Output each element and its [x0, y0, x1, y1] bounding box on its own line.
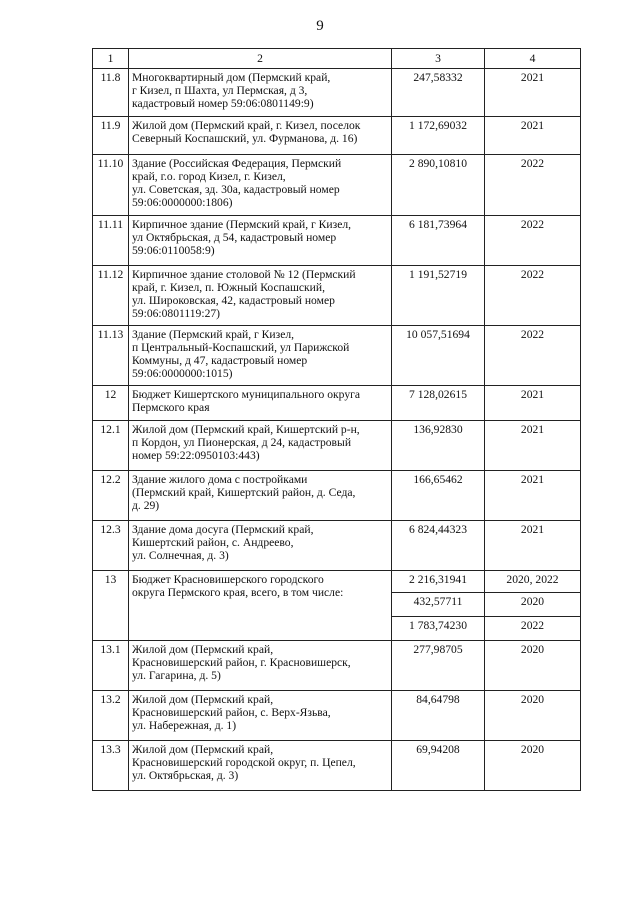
table-row [93, 155, 581, 216]
row-description: Многоквартирный дом (Пермский край, г Кизел, п Шахта, ул Пермская, д 3, кадастровый номер 59:06:0801149:9) [129, 69, 392, 117]
table-row [93, 216, 581, 266]
table-row [93, 69, 581, 117]
table-body [93, 69, 581, 791]
row-amount: 1 783,74230 [392, 617, 485, 641]
row-number: 12.3 [93, 521, 129, 571]
row-description: Здание дома досуга (Пермский край, Кишертский район, с. Андреево, ул. Солнечная, д. 3) [129, 521, 392, 571]
row-number: 13.1 [93, 641, 129, 691]
row-amount: 2 216,31941 [392, 571, 485, 593]
allocation-table [92, 48, 581, 791]
row-year: 2022 [485, 266, 581, 326]
row-number: 12.2 [93, 471, 129, 521]
row-number: 13.2 [93, 691, 129, 741]
row-year: 2020 [485, 641, 581, 691]
header-col-4: 4 [485, 49, 581, 69]
row-year: 2021 [485, 69, 581, 117]
row-year: 2021 [485, 117, 581, 155]
row-year: 2022 [485, 326, 581, 386]
table-row [93, 266, 581, 326]
row-year: 2020, 2022 [485, 571, 581, 593]
row-number: 11.13 [93, 326, 129, 386]
row-amount: 1 172,69032 [392, 117, 485, 155]
row-amount: 166,65462 [392, 471, 485, 521]
header-col-1: 1 [93, 49, 129, 69]
row-description: Жилой дом (Пермский край, Кишертский р-н, п Кордон, ул Пионерская, д 24, кадастровый номер 59:22:0950103:443) [129, 421, 392, 471]
row-number: 13 [93, 571, 129, 641]
row-year: 2021 [485, 471, 581, 521]
table-row [93, 471, 581, 521]
row-number: 11.12 [93, 266, 129, 326]
row-amount: 6 181,73964 [392, 216, 485, 266]
row-amount: 2 890,10810 [392, 155, 485, 216]
row-number: 11.11 [93, 216, 129, 266]
row-amount: 277,98705 [392, 641, 485, 691]
row-number: 12.1 [93, 421, 129, 471]
table-row [93, 521, 581, 571]
row-amount: 136,92830 [392, 421, 485, 471]
header-col-2: 2 [129, 49, 392, 69]
row-description: Бюджет Красновишерского городского округа Пермского края, всего, в том числе: [129, 571, 392, 641]
row-amount: 247,58332 [392, 69, 485, 117]
row-amount: 432,57711 [392, 593, 485, 617]
row-description: Жилой дом (Пермский край, г. Кизел, поселок Северный Коспашский, ул. Фурманова, д. 16) [129, 117, 392, 155]
row-number: 11.10 [93, 155, 129, 216]
table-row [93, 641, 581, 691]
header-row [93, 49, 581, 69]
table-row [93, 691, 581, 741]
row-number: 11.9 [93, 117, 129, 155]
row-description: Здание (Российская Федерация, Пермский край, г.о. город Кизел, г. Кизел, ул. Советская, зд. 30а, кадастровый номер 59:06:0000000:1806) [129, 155, 392, 216]
row-year: 2022 [485, 216, 581, 266]
row-description: Кирпичное здание столовой № 12 (Пермский край, г. Кизел, п. Южный Коспашский, ул. Широковская, 42, кадастровый номер 59:06:0801119:27) [129, 266, 392, 326]
row-year: 2021 [485, 386, 581, 421]
row-year: 2020 [485, 741, 581, 791]
row-number: 12 [93, 386, 129, 421]
table-row [93, 421, 581, 471]
row-amount: 1 191,52719 [392, 266, 485, 326]
header-col-3: 3 [392, 49, 485, 69]
row-description: Бюджет Кишертского муниципального округа Пермского края [129, 386, 392, 421]
row-description: Здание (Пермский край, г Кизел, п Центральный-Коспашский, ул Парижской Коммуны, д 47, кадастровый номер 59:06:0000000:1015) [129, 326, 392, 386]
row-amount: 7 128,02615 [392, 386, 485, 421]
table-row [93, 326, 581, 386]
row-description: Жилой дом (Пермский край, Красновишерский городской округ, п. Цепел, ул. Октябрьская, д. 3) [129, 741, 392, 791]
row-description: Кирпичное здание (Пермский край, г Кизел, ул Октябрьская, д 54, кадастровый номер 59:06:0110058:9) [129, 216, 392, 266]
page-number: 9 [316, 18, 324, 34]
row-year: 2022 [485, 155, 581, 216]
row-year: 2020 [485, 691, 581, 741]
row-amount: 10 057,51694 [392, 326, 485, 386]
row-amount: 84,64798 [392, 691, 485, 741]
table-row [93, 386, 581, 421]
table-row [93, 741, 581, 791]
row-description: Здание жилого дома с постройками (Пермский край, Кишертский район, д. Седа, д. 29) [129, 471, 392, 521]
row-description: Жилой дом (Пермский край, Красновишерский район, с. Верх-Язьва, ул. Набережная, д. 1) [129, 691, 392, 741]
row-number: 11.8 [93, 69, 129, 117]
row-year: 2022 [485, 617, 581, 641]
row-year: 2021 [485, 521, 581, 571]
row-number: 13.3 [93, 741, 129, 791]
table-row [93, 571, 581, 593]
row-amount: 69,94208 [392, 741, 485, 791]
row-year: 2020 [485, 593, 581, 617]
row-year: 2021 [485, 421, 581, 471]
row-description: Жилой дом (Пермский край, Красновишерский район, г. Красновишерск, ул. Гагарина, д. 5) [129, 641, 392, 691]
table-row [93, 117, 581, 155]
row-amount: 6 824,44323 [392, 521, 485, 571]
